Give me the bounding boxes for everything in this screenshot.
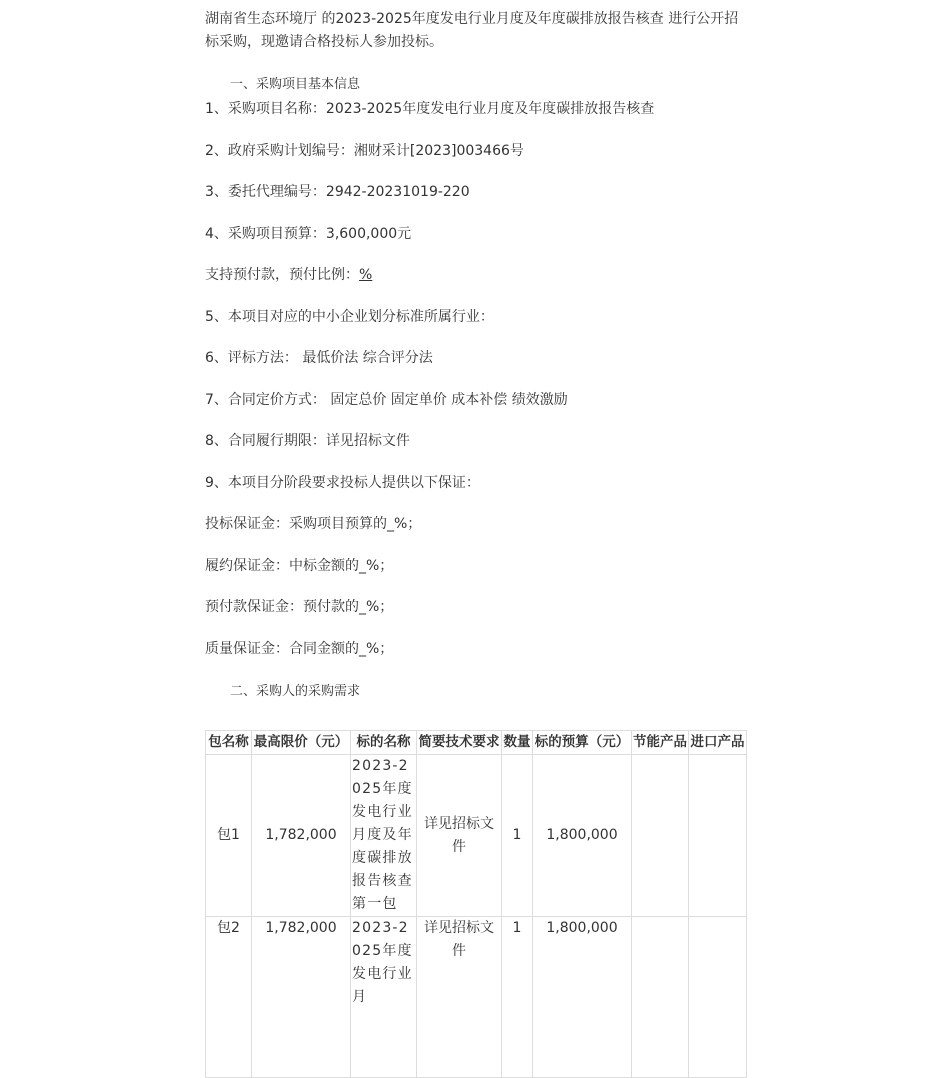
requirements-table-wrap [205,730,746,1005]
table-cell-imported [689,755,747,917]
section-title-requirements: 二、采购人的采购需求 [230,683,361,699]
table-header: 最高限价（元） [252,731,351,755]
item-bid-bond: 投标保证金：采购项目预算的_%； [205,516,422,532]
table-cell-quantity: 1 [502,917,533,1078]
table-cell-tech-req: 详见招标文件 [417,917,502,1078]
table-cell-item-name: 2023-2025年度发电行业月度及年度碳排放报告核查第一包 [351,755,417,917]
table-cell-package: 包2 [206,917,252,1078]
table-header-row [206,731,747,755]
table-cell-max-price: 1,782,000 [252,755,351,917]
item-guarantee-intro: 9、本项目分阶段要求投标人提供以下保证： [205,474,480,491]
item-pricing-method: 7、合同定价方式： 固定总价 固定单价 成本补偿 绩效激励 [205,391,568,408]
item-prepay [205,265,750,285]
table-row [206,755,747,917]
table-row [206,917,747,1078]
item-eval-method: 6、评标方法： 最低价法 综合评分法 [205,350,433,366]
table-header: 标的预算（元） [533,731,632,755]
table-cell-imported [689,917,747,1078]
prepay-label: 支持预付款，预付比例： [205,267,359,283]
intro-paragraph: 湖南省生态环境厅 的2023-2025年度发电行业月度及年度碳排放报告核查 进行公开招标采购，现邀请合格投标人参加投标。 [205,11,739,50]
table-cell-budget: 1,800,000 [533,755,632,917]
item-project-name: 1、采购项目名称：2023-2025年度发电行业月度及年度碳排放报告核查 [205,101,655,117]
prepay-value: % [359,267,373,283]
table-header: 数量 [502,731,533,755]
item-quality-bond: 质量保证金：合同金额的_%； [205,640,394,657]
table-header: 简要技术要求 [417,731,502,755]
item-agency-number: 3、委托代理编号：2942-20231019-220 [205,184,470,200]
item-plan-number: 2、政府采购计划编号：湘财采计[2023]003466号 [205,142,524,159]
table-cell-tech-req: 详见招标文件 [417,755,502,917]
table-cell-quantity: 1 [502,755,533,917]
table-header: 包名称 [206,731,252,755]
table-cell-item-name: 2023-2025年度发电行业月 [351,917,417,1078]
table-cell-budget: 1,800,000 [533,917,632,1078]
notice-body [205,8,750,701]
item-prepay-bond: 预付款保证金：预付款的_%； [205,599,394,615]
item-contract-period: 8、合同履行期限：详见招标文件 [205,433,410,449]
table-header: 节能产品 [632,731,689,755]
item-budget: 4、采购项目预算：3,600,000元 [205,225,412,242]
table-cell-package: 包1 [206,755,252,917]
item-industry: 5、本项目对应的中小企业划分标准所属行业： [205,308,494,325]
requirements-table [205,730,747,1078]
table-cell-energy-saving [632,917,689,1078]
table-cell-max-price: 1,782,000 [252,917,351,1078]
table-header: 进口产品 [689,731,747,755]
section-title-basic-info: 一、采购项目基本信息 [230,77,361,92]
table-header: 标的名称 [351,731,417,755]
table-cell-energy-saving [632,755,689,917]
item-performance-bond: 履约保证金：中标金额的_%； [205,557,394,574]
